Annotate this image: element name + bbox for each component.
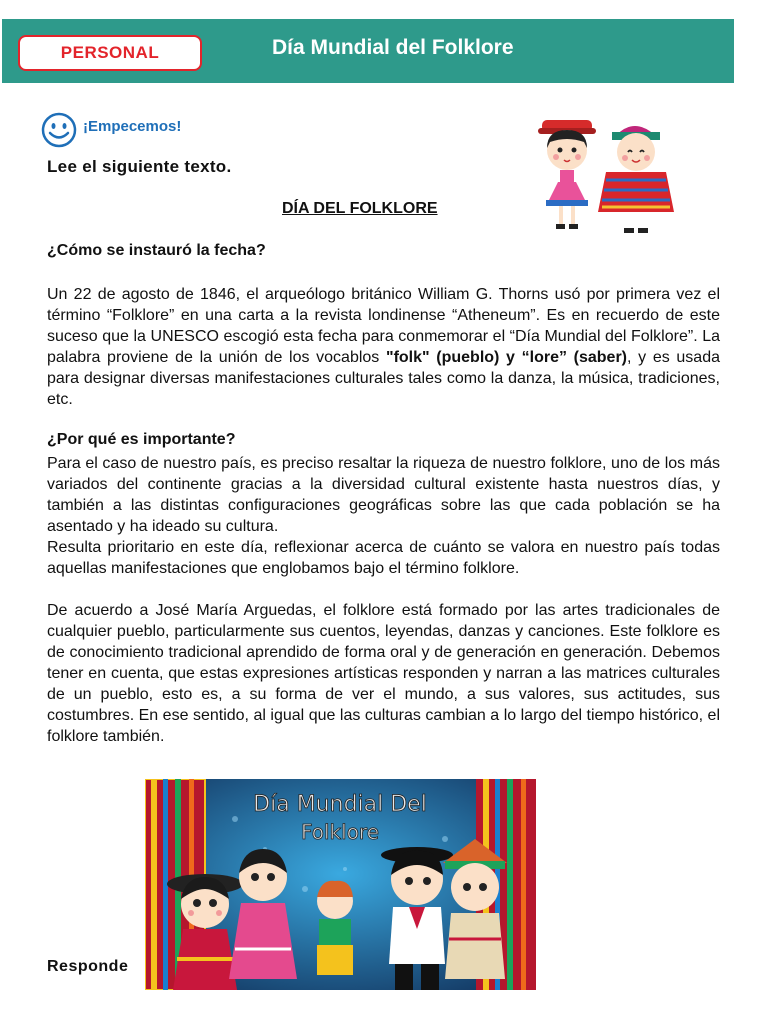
paragraph-origin — [47, 284, 720, 410]
banner-title-line2: Folklore — [300, 820, 380, 844]
banner-title-line1: Día Mundial Del — [253, 792, 427, 817]
page-title: Día Mundial del Folklore — [272, 36, 514, 59]
page-header — [2, 19, 734, 83]
question-importance-heading: ¿Por qué es importante? — [47, 431, 236, 448]
question-origin-heading: ¿Cómo se instauró la fecha? — [47, 242, 266, 259]
paragraph-origin-part1: Un 22 de agosto de 1846, el arqueólogo británico William G. Thorns usó por primera vez el término “Folklore” en una carta a la revista londinense “Atheneum”. Es en recuerdo de este suceso que la UNESCO escogió esta fecha para conmemorar el “Día Mundial del Folklore”. La palabra proviene de la unión de los vocablos — [47, 286, 720, 366]
article-title: DÍA DEL FOLKLORE — [282, 200, 438, 217]
instruction-text: Lee el siguiente texto. — [47, 157, 232, 176]
paragraph-origin-part2: , y es usada para designar diversas manifestaciones culturales tales como la danza, la música, tradiciones, etc. — [47, 349, 720, 408]
folklore-day-banner-image — [145, 779, 536, 990]
start-label: ¡Empecemos! — [83, 118, 182, 135]
paragraph-importance: Para el caso de nuestro país, es preciso resaltar la riqueza de nuestro folklore, uno de los más variados del continente gracias a la diversidad cultural existente hasta nuestros días, y también a las distintas configuraciones geográficas sobre las que cada población se ha asentado y ha ideado su cultura. — [47, 455, 720, 535]
paragraph-reflection: Resulta prioritario en este día, reflexionar acerca de cuánto se valora en nuestro país todas aquellas manifestaciones que englobamos bajo el término folklore. — [47, 539, 720, 577]
paragraph-origin-bold: "folk" (pueblo) y “lore” (saber) — [385, 349, 628, 366]
folklore-children-illustration — [534, 112, 684, 244]
personal-badge: PERSONAL — [18, 35, 202, 71]
respond-heading: Responde — [47, 958, 129, 975]
smiley-face-icon — [41, 112, 77, 148]
paragraph-arguedas: De acuerdo a José María Arguedas, el folklore está formado por las artes tradicionales de cualquier pueblo, particularmente sus cuentos, leyendas, danzas y canciones. Este folklore es de conocimiento tradicional aprendido de forma oral y de generación en generación. Debemos tener en cuenta, que estas expresiones artísticas responden y narran a las matrices culturales de un pueblo, esto es, a su forma de ver el mundo, a sus valores, sus actitudes, sus costumbres. En ese sentido, al igual que las culturas cambian a lo largo del tiempo histórico, el folklore también. — [47, 602, 720, 745]
